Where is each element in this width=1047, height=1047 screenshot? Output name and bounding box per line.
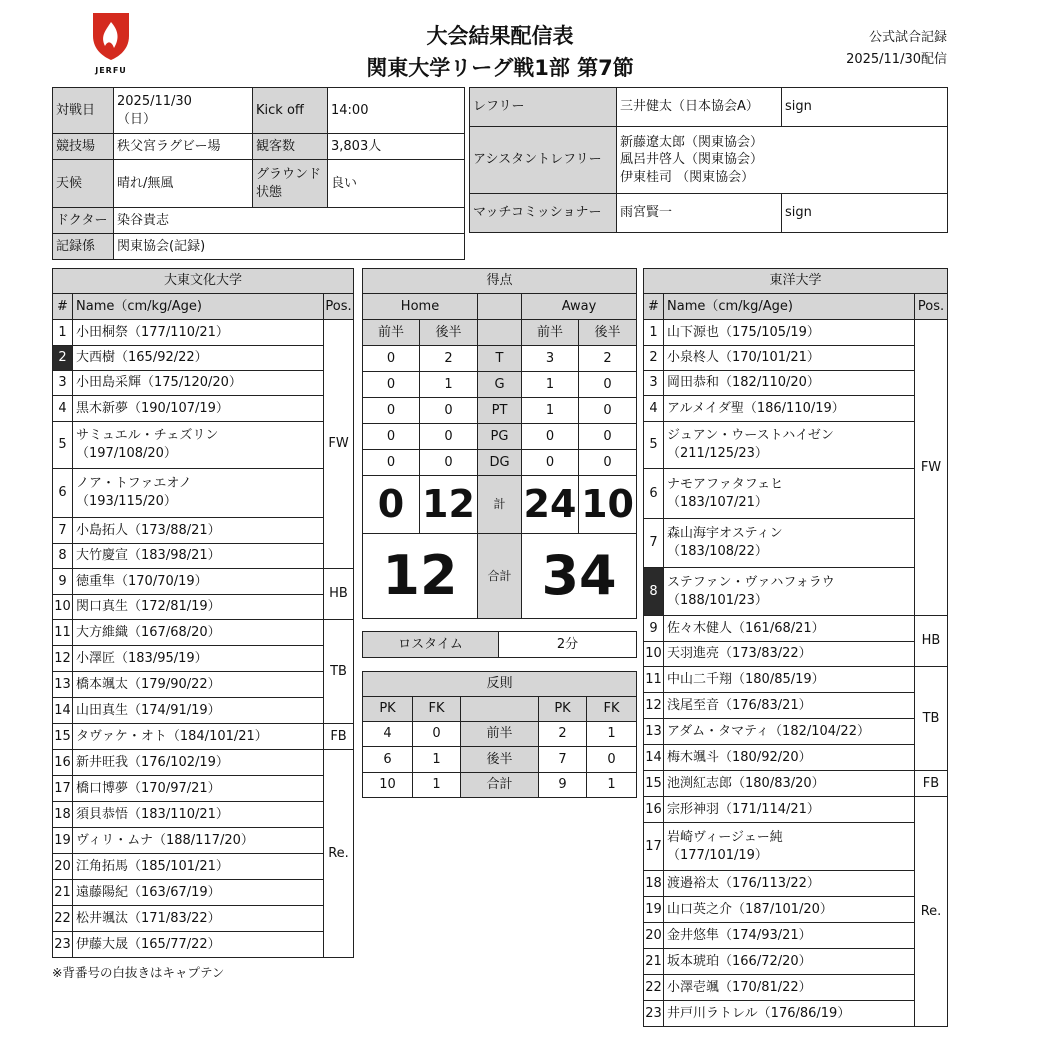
away-player-no: 21 xyxy=(644,949,664,975)
score-cell: 0 xyxy=(522,424,579,450)
home-player-name: 橋口博夢（170/97/21） xyxy=(73,776,324,802)
doctor-label: ドクター xyxy=(53,208,114,234)
attendance-label: 観客数 xyxy=(253,134,328,160)
score-home-label: Home xyxy=(363,294,478,320)
score-blank xyxy=(478,294,522,320)
away-fk-label: FK xyxy=(587,697,637,722)
away-col-name: Name（cm/kg/Age) xyxy=(664,294,915,320)
away-team-name: 東洋大学 xyxy=(644,269,948,294)
ground-label: グラウンド 状態 xyxy=(253,160,328,208)
home-player-no: 8 xyxy=(53,544,73,569)
away-pos-hb: HB xyxy=(915,616,948,667)
penalty-cell: 1 xyxy=(413,747,461,773)
home-pk-label: PK xyxy=(363,697,413,722)
score-table xyxy=(362,268,637,619)
away-player-name: 渡邉裕太（176/113/22） xyxy=(664,871,915,897)
away-player-no: 11 xyxy=(644,667,664,693)
home-player-name: 遠藤陽紀（163/67/19） xyxy=(73,880,324,906)
score-cell: 0 xyxy=(420,450,478,476)
home-player-name: 松井颯汰（171/83/22） xyxy=(73,906,324,932)
page-subtitle: 関東大学リーグ戦1部 第7節 xyxy=(366,56,634,80)
penalty-cell: 9 xyxy=(539,773,587,798)
score-cell: 0 xyxy=(363,450,420,476)
home-player-name: 山田真生（174/91/19） xyxy=(73,698,324,724)
score-cell: 0 xyxy=(363,424,420,450)
score-cell: 0 xyxy=(579,372,637,398)
home-player-no: 6 xyxy=(53,469,73,518)
home-player-name: 大方維織（167/68/20） xyxy=(73,620,324,646)
score-cell: 3 xyxy=(522,346,579,372)
home-player-name: 江角拓馬（185/101/21） xyxy=(73,854,324,880)
away-player-no: 22 xyxy=(644,975,664,1001)
home-player-name: ノア・トファエオノ （193/115/20） xyxy=(73,469,324,518)
away-player-no: 13 xyxy=(644,719,664,745)
score-away-label: Away xyxy=(522,294,637,320)
delivered-date: 2025/11/30配信 xyxy=(846,52,947,67)
attendance-value: 3,803人 xyxy=(328,134,465,160)
away-player-no: 5 xyxy=(644,422,664,469)
penalty-cell: 7 xyxy=(539,747,587,773)
home-player-no: 12 xyxy=(53,646,73,672)
away-player-no-captain: 8 xyxy=(644,568,664,616)
score-cell: 0 xyxy=(522,450,579,476)
away-player-name: 梅木颯斗（180/92/20） xyxy=(664,745,915,771)
away-player-name: 天羽進亮（173/83/22） xyxy=(664,642,915,667)
away-player-no: 12 xyxy=(644,693,664,719)
away-player-name: 中山二千翔（180/85/19） xyxy=(664,667,915,693)
weather-label: 天候 xyxy=(53,160,114,208)
officials-table xyxy=(469,87,948,233)
home-second-half-total: 12 xyxy=(420,476,478,534)
home-player-no: 4 xyxy=(53,396,73,422)
score-cell: 1 xyxy=(420,372,478,398)
score-cell: 0 xyxy=(420,398,478,424)
assistant-list xyxy=(617,127,948,194)
score-type-label: PT xyxy=(478,398,522,424)
away-player-no: 16 xyxy=(644,797,664,823)
home-player-no: 9 xyxy=(53,569,73,595)
score-cell: 0 xyxy=(579,424,637,450)
away-pk-label: PK xyxy=(539,697,587,722)
score-cell: 2 xyxy=(579,346,637,372)
home-player-name: 徳重隼（170/70/19） xyxy=(73,569,324,595)
away-first-half-total: 24 xyxy=(522,476,579,534)
recorder-value: 関東協会(記録) xyxy=(114,234,465,260)
venue-value: 秩父宮ラグビー場 xyxy=(114,134,253,160)
home-player-no: 3 xyxy=(53,371,73,396)
home-pos-fw: FW xyxy=(324,320,354,569)
penalty-cell: 2 xyxy=(539,722,587,747)
away-first-half-label: 前半 xyxy=(522,320,579,346)
penalty-cell: 10 xyxy=(363,773,413,798)
away-player-no: 1 xyxy=(644,320,664,346)
away-player-no: 23 xyxy=(644,1001,664,1027)
home-player-no: 19 xyxy=(53,828,73,854)
away-pos-tb: TB xyxy=(915,667,948,771)
away-player-name: 森山海宇オスティン （183/108/22） xyxy=(664,519,915,568)
home-player-name: 大竹慶宣（183/98/21） xyxy=(73,544,324,569)
score-cell: 0 xyxy=(579,398,637,424)
away-player-name: 岩崎ヴィージェー純 （177/101/19） xyxy=(664,823,915,871)
away-player-no: 15 xyxy=(644,771,664,797)
home-player-no: 23 xyxy=(53,932,73,958)
official-record-label: 公式試合記録 xyxy=(868,30,947,45)
away-player-name: 池渕紅志郎（180/83/20） xyxy=(664,771,915,797)
doctor-value: 染谷貴志 xyxy=(114,208,465,234)
away-pos-fb: FB xyxy=(915,771,948,797)
ground-value: 良い xyxy=(328,160,465,208)
home-player-name: 黒木新夢（190/107/19） xyxy=(73,396,324,422)
referee-sign: sign xyxy=(782,88,948,127)
home-col-name: Name（cm/kg/Age) xyxy=(73,294,324,320)
home-team-name: 大東文化大学 xyxy=(53,269,354,294)
score-type-label: T xyxy=(478,346,522,372)
away-player-no: 19 xyxy=(644,897,664,923)
assistant-1: 新藤遼太郎（関東協会） xyxy=(620,134,764,150)
home-player-no: 7 xyxy=(53,518,73,544)
score-cell: 0 xyxy=(420,424,478,450)
score-title: 得点 xyxy=(363,269,637,294)
away-player-name: 金井悠隼（174/93/21） xyxy=(664,923,915,949)
away-player-no: 20 xyxy=(644,923,664,949)
away-player-name: 小澤壱颯（170/81/22） xyxy=(664,975,915,1001)
away-final-score: 34 xyxy=(522,534,637,619)
away-second-half-total: 10 xyxy=(579,476,637,534)
commissioner-label: マッチコミッショナー xyxy=(470,194,617,233)
commissioner-value: 雨宮賢一 xyxy=(617,194,782,233)
score-cell: 0 xyxy=(363,372,420,398)
assistant-2: 風呂井啓人（関東協会） xyxy=(620,152,764,168)
away-player-name: 小泉柊人（170/101/21） xyxy=(664,346,915,371)
home-player-no: 11 xyxy=(53,620,73,646)
home-fk-label: FK xyxy=(413,697,461,722)
penalty-cell: 4 xyxy=(363,722,413,747)
home-first-half-total: 0 xyxy=(363,476,420,534)
home-player-name: 橋本颯太（179/90/22） xyxy=(73,672,324,698)
home-col-no: # xyxy=(53,294,73,320)
away-player-name: 山口英之介（187/101/20） xyxy=(664,897,915,923)
kickoff-value: 14:00 xyxy=(328,88,465,134)
home-player-name: 小田島采輝（175/120/20） xyxy=(73,371,324,396)
away-player-name: ジュアン・ウーストハイゼン （211/125/23） xyxy=(664,422,915,469)
home-second-half-label: 後半 xyxy=(420,320,478,346)
penalty-row-label: 前半 xyxy=(461,722,539,747)
away-player-no: 9 xyxy=(644,616,664,642)
home-player-no-captain: 2 xyxy=(53,346,73,371)
losstime-table xyxy=(362,631,637,658)
penalty-cell: 6 xyxy=(363,747,413,773)
home-player-no: 1 xyxy=(53,320,73,346)
away-player-name: アルメイダ聖（186/110/19） xyxy=(664,396,915,422)
score-cell: 1 xyxy=(522,372,579,398)
score-cell: 0 xyxy=(363,398,420,424)
score-type-label: PG xyxy=(478,424,522,450)
home-player-name: サミュエル・チェズリン （197/108/20） xyxy=(73,422,324,469)
score-cell: 0 xyxy=(579,450,637,476)
home-player-name: 小田桐祭（177/110/21） xyxy=(73,320,324,346)
score-blank xyxy=(478,320,522,346)
home-pos-tb: TB xyxy=(324,620,354,724)
recorder-label: 記録係 xyxy=(53,234,114,260)
away-player-no: 6 xyxy=(644,469,664,519)
penalty-cell: 1 xyxy=(413,773,461,798)
home-pos-re: Re. xyxy=(324,750,354,958)
away-player-name: アダム・タマティ（182/104/22） xyxy=(664,719,915,745)
away-player-no: 4 xyxy=(644,396,664,422)
away-player-no: 18 xyxy=(644,871,664,897)
away-player-no: 3 xyxy=(644,371,664,396)
home-pos-hb: HB xyxy=(324,569,354,620)
date-value: 2025/11/30 （日） xyxy=(114,88,253,134)
commissioner-sign: sign xyxy=(782,194,948,233)
home-player-no: 20 xyxy=(53,854,73,880)
away-player-name: 坂本琥珀（166/72/20） xyxy=(664,949,915,975)
date-label: 対戦日 xyxy=(53,88,114,134)
total-label: 合計 xyxy=(478,534,522,619)
assistant-label: アシスタントレフリー xyxy=(470,127,617,194)
home-final-score: 12 xyxy=(363,534,478,619)
penalty-cell: 0 xyxy=(413,722,461,747)
away-player-no: 14 xyxy=(644,745,664,771)
subtotal-label: 計 xyxy=(478,476,522,534)
home-player-name: タヴァケ・オト（184/101/21） xyxy=(73,724,324,750)
venue-label: 競技場 xyxy=(53,134,114,160)
away-player-name: 井戸川ラトレル（176/86/19） xyxy=(664,1001,915,1027)
home-player-no: 22 xyxy=(53,906,73,932)
weather-value: 晴れ/無風 xyxy=(114,160,253,208)
kickoff-label: Kick off xyxy=(253,88,328,134)
away-pos-re: Re. xyxy=(915,797,948,1027)
score-cell: 2 xyxy=(420,346,478,372)
home-player-no: 5 xyxy=(53,422,73,469)
penalty-row-label: 後半 xyxy=(461,747,539,773)
referee-value: 三井健太（日本協会A） xyxy=(617,88,782,127)
assistant-3: 伊東桂司 （関東協会） xyxy=(620,169,755,185)
captain-note: ※背番号の白抜きはキャプテン xyxy=(52,965,225,980)
away-player-name: 佐々木健人（161/68/21） xyxy=(664,616,915,642)
home-player-no: 18 xyxy=(53,802,73,828)
score-type-label: G xyxy=(478,372,522,398)
away-player-no: 17 xyxy=(644,823,664,871)
home-player-no: 13 xyxy=(53,672,73,698)
away-player-name: 宗形神羽（171/114/21） xyxy=(664,797,915,823)
home-player-no: 14 xyxy=(53,698,73,724)
home-col-pos: Pos. xyxy=(324,294,354,320)
home-first-half-label: 前半 xyxy=(363,320,420,346)
away-player-no: 10 xyxy=(644,642,664,667)
home-pos-fb: FB xyxy=(324,724,354,750)
penalty-blank xyxy=(461,697,539,722)
referee-label: レフリー xyxy=(470,88,617,127)
home-player-name: 大西樹（165/92/22） xyxy=(73,346,324,371)
page-title: 大会結果配信表 xyxy=(426,24,574,48)
away-player-name: ナモアファタフェヒ （183/107/21） xyxy=(664,469,915,519)
away-col-no: # xyxy=(644,294,664,320)
away-player-name: 山下源也（175/105/19） xyxy=(664,320,915,346)
home-player-name: 伊藤大晟（165/77/22） xyxy=(73,932,324,958)
score-type-label: DG xyxy=(478,450,522,476)
home-player-no: 15 xyxy=(53,724,73,750)
score-cell: 0 xyxy=(363,346,420,372)
match-info-table xyxy=(52,87,465,260)
losstime-value: 2分 xyxy=(499,632,637,658)
home-player-name: 須貝恭悟（183/110/21） xyxy=(73,802,324,828)
away-col-pos: Pos. xyxy=(915,294,948,320)
home-player-no: 10 xyxy=(53,595,73,620)
home-roster-table xyxy=(52,268,354,958)
penalty-cell: 0 xyxy=(587,747,637,773)
home-player-name: 関口真生（172/81/19） xyxy=(73,595,324,620)
away-player-name: 岡田恭和（182/110/20） xyxy=(664,371,915,396)
penalty-cell: 1 xyxy=(587,722,637,747)
home-player-no: 16 xyxy=(53,750,73,776)
away-second-half-label: 後半 xyxy=(579,320,637,346)
score-cell: 1 xyxy=(522,398,579,424)
losstime-label: ロスタイム xyxy=(363,632,499,658)
away-player-no: 2 xyxy=(644,346,664,371)
home-player-name: ヴィリ・ムナ（188/117/20） xyxy=(73,828,324,854)
penalty-cell: 1 xyxy=(587,773,637,798)
home-player-name: 小澤匠（183/95/19） xyxy=(73,646,324,672)
home-player-no: 17 xyxy=(53,776,73,802)
away-player-name: ステファン・ヴァハフォラウ （188/101/23） xyxy=(664,568,915,616)
home-player-no: 21 xyxy=(53,880,73,906)
home-player-name: 新井旺我（176/102/19） xyxy=(73,750,324,776)
away-roster-table xyxy=(643,268,948,1027)
penalty-title: 反則 xyxy=(363,672,637,697)
penalty-table xyxy=(362,671,637,798)
logo-text: JERFU xyxy=(95,66,127,75)
away-player-no: 7 xyxy=(644,519,664,568)
penalty-row-label: 合計 xyxy=(461,773,539,798)
away-player-name: 浅尾至音（176/83/21） xyxy=(664,693,915,719)
home-player-name: 小島拓人（173/88/21） xyxy=(73,518,324,544)
away-pos-fw: FW xyxy=(915,320,948,616)
